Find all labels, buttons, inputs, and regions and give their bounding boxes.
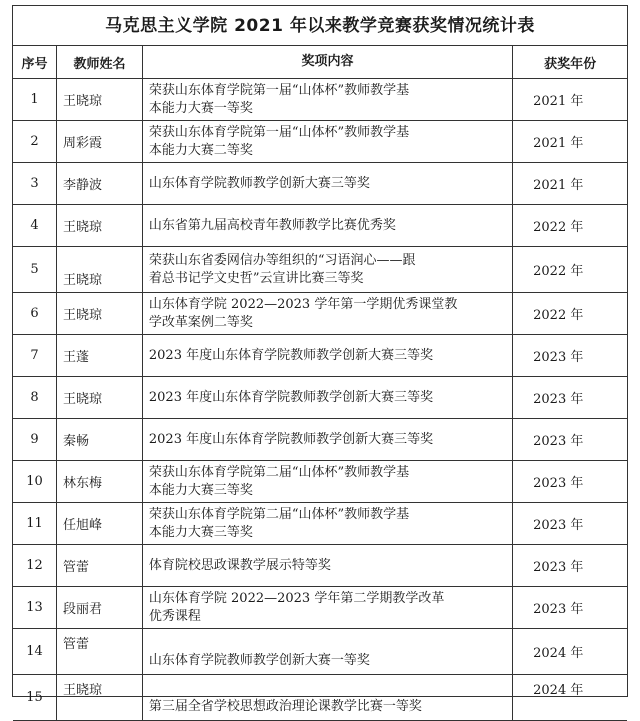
row-year: 2022 年 xyxy=(513,205,627,247)
table-row xyxy=(13,377,627,419)
row-teacher-name: 管蕾 xyxy=(57,629,143,675)
row-year: 2023 年 xyxy=(513,461,627,503)
row-teacher-name: 李静波 xyxy=(57,163,143,205)
table-row xyxy=(13,293,627,335)
table-row xyxy=(13,587,627,629)
header-year: 获奖年份 xyxy=(513,46,627,79)
award-line: 本能力大赛一等奖 xyxy=(148,100,253,116)
row-year: 2021 年 xyxy=(513,121,627,163)
row-award xyxy=(142,121,512,163)
table-row xyxy=(13,461,627,503)
table-row xyxy=(13,121,627,163)
row-award xyxy=(142,247,512,293)
row-seq: 2 xyxy=(13,121,57,163)
row-seq: 1 xyxy=(13,79,57,121)
row-teacher-name: 王晓琼 xyxy=(57,247,143,293)
award-line: 学改革案例二等奖 xyxy=(148,314,253,330)
award-table xyxy=(13,46,627,721)
header-name: 教师姓名 xyxy=(57,46,143,79)
table-row xyxy=(13,163,627,205)
award-statistics-table-sheet xyxy=(12,5,628,714)
table-row xyxy=(13,247,627,293)
row-year: 2021 年 xyxy=(513,163,627,205)
row-award: 2023 年度山东体育学院教师教学创新大赛三等奖 xyxy=(142,377,512,419)
row-seq: 6 xyxy=(13,293,57,335)
row-teacher-name: 王晓琼 xyxy=(57,205,143,247)
table-title: 马克思主义学院 2021 年以来教学竞赛获奖情况统计表 xyxy=(13,6,627,46)
row-seq: 15 xyxy=(13,675,57,721)
table-row xyxy=(13,79,627,121)
award-line: 本能力大赛三等奖 xyxy=(148,524,253,540)
row-seq: 5 xyxy=(13,247,57,293)
row-award xyxy=(142,503,512,545)
row-year: 2022 年 xyxy=(513,293,627,335)
row-year: 2023 年 xyxy=(513,419,627,461)
row-award xyxy=(142,293,512,335)
row-teacher-name: 王晓琼 xyxy=(57,377,143,419)
row-teacher-name: 王晓琼 xyxy=(57,293,143,335)
award-line: 荣获山东体育学院第二届“山体杯”教师教学基 xyxy=(148,506,410,522)
row-award xyxy=(142,79,512,121)
row-year: 2023 年 xyxy=(513,587,627,629)
table-row xyxy=(13,629,627,675)
award-line: 山东体育学院 2022—2023 学年第二学期教学改革 xyxy=(148,590,445,606)
row-seq: 10 xyxy=(13,461,57,503)
row-year: 2022 年 xyxy=(513,247,627,293)
row-teacher-name: 王晓琼 xyxy=(57,79,143,121)
row-award xyxy=(142,587,512,629)
row-teacher-name: 管蕾 xyxy=(57,545,143,587)
table-row xyxy=(13,205,627,247)
row-seq: 11 xyxy=(13,503,57,545)
row-seq: 3 xyxy=(13,163,57,205)
row-teacher-name: 秦畅 xyxy=(57,419,143,461)
header-seq: 序号 xyxy=(13,46,57,79)
table-row xyxy=(13,503,627,545)
table-row xyxy=(13,335,627,377)
row-year: 2023 年 xyxy=(513,503,627,545)
row-teacher-name: 王蓬 xyxy=(57,335,143,377)
row-teacher-name: 任旭峰 xyxy=(57,503,143,545)
row-teacher-name: 段丽君 xyxy=(57,587,143,629)
row-year: 2023 年 xyxy=(513,545,627,587)
row-year: 2023 年 xyxy=(513,335,627,377)
header-award: 奖项内容 xyxy=(142,46,512,79)
award-line: 优秀课程 xyxy=(148,608,201,624)
row-year: 2023 年 xyxy=(513,377,627,419)
award-line: 荣获山东体育学院第二届“山体杯”教师教学基 xyxy=(148,464,410,480)
header-row xyxy=(13,46,627,79)
table-row xyxy=(13,419,627,461)
row-seq: 9 xyxy=(13,419,57,461)
row-year: 2024 年 xyxy=(513,629,627,675)
row-seq: 8 xyxy=(13,377,57,419)
row-award: 2023 年度山东体育学院教师教学创新大赛三等奖 xyxy=(142,419,512,461)
award-line: 本能力大赛二等奖 xyxy=(148,142,253,158)
row-award: 山东省第九届高校青年教师教学比赛优秀奖 xyxy=(142,205,512,247)
row-award: 2023 年度山东体育学院教师教学创新大赛三等奖 xyxy=(142,335,512,377)
row-seq: 4 xyxy=(13,205,57,247)
row-award: 第三届全省学校思想政治理论课教学比赛一等奖 xyxy=(142,675,512,721)
row-year: 2021 年 xyxy=(513,79,627,121)
table-row xyxy=(13,545,627,587)
row-award: 体育院校思政课教学展示特等奖 xyxy=(142,545,512,587)
award-line: 本能力大赛三等奖 xyxy=(148,482,253,498)
row-seq: 13 xyxy=(13,587,57,629)
award-line: 荣获山东体育学院第一届“山体杯”教师教学基 xyxy=(148,124,410,140)
row-seq: 12 xyxy=(13,545,57,587)
award-line: 荣获山东体育学院第一届“山体杯”教师教学基 xyxy=(148,82,410,98)
row-award: 山东体育学院教师教学创新大赛一等奖 xyxy=(142,629,512,675)
row-teacher-name: 周彩霞 xyxy=(57,121,143,163)
row-seq: 7 xyxy=(13,335,57,377)
row-teacher-name: 王晓琼 xyxy=(57,675,143,721)
table-row xyxy=(13,675,627,721)
award-line: 着总书记学文史哲”云宣讲比赛三等奖 xyxy=(148,270,364,286)
row-seq: 14 xyxy=(13,629,57,675)
row-award: 山东体育学院教师教学创新大赛三等奖 xyxy=(142,163,512,205)
row-teacher-name: 林东梅 xyxy=(57,461,143,503)
row-year: 2024 年 xyxy=(513,675,627,721)
row-award xyxy=(142,461,512,503)
award-line: 山东体育学院 2022—2023 学年第一学期优秀课堂教 xyxy=(148,296,458,312)
award-line: 荣获山东省委网信办等组织的“习语润心——跟 xyxy=(148,252,416,268)
